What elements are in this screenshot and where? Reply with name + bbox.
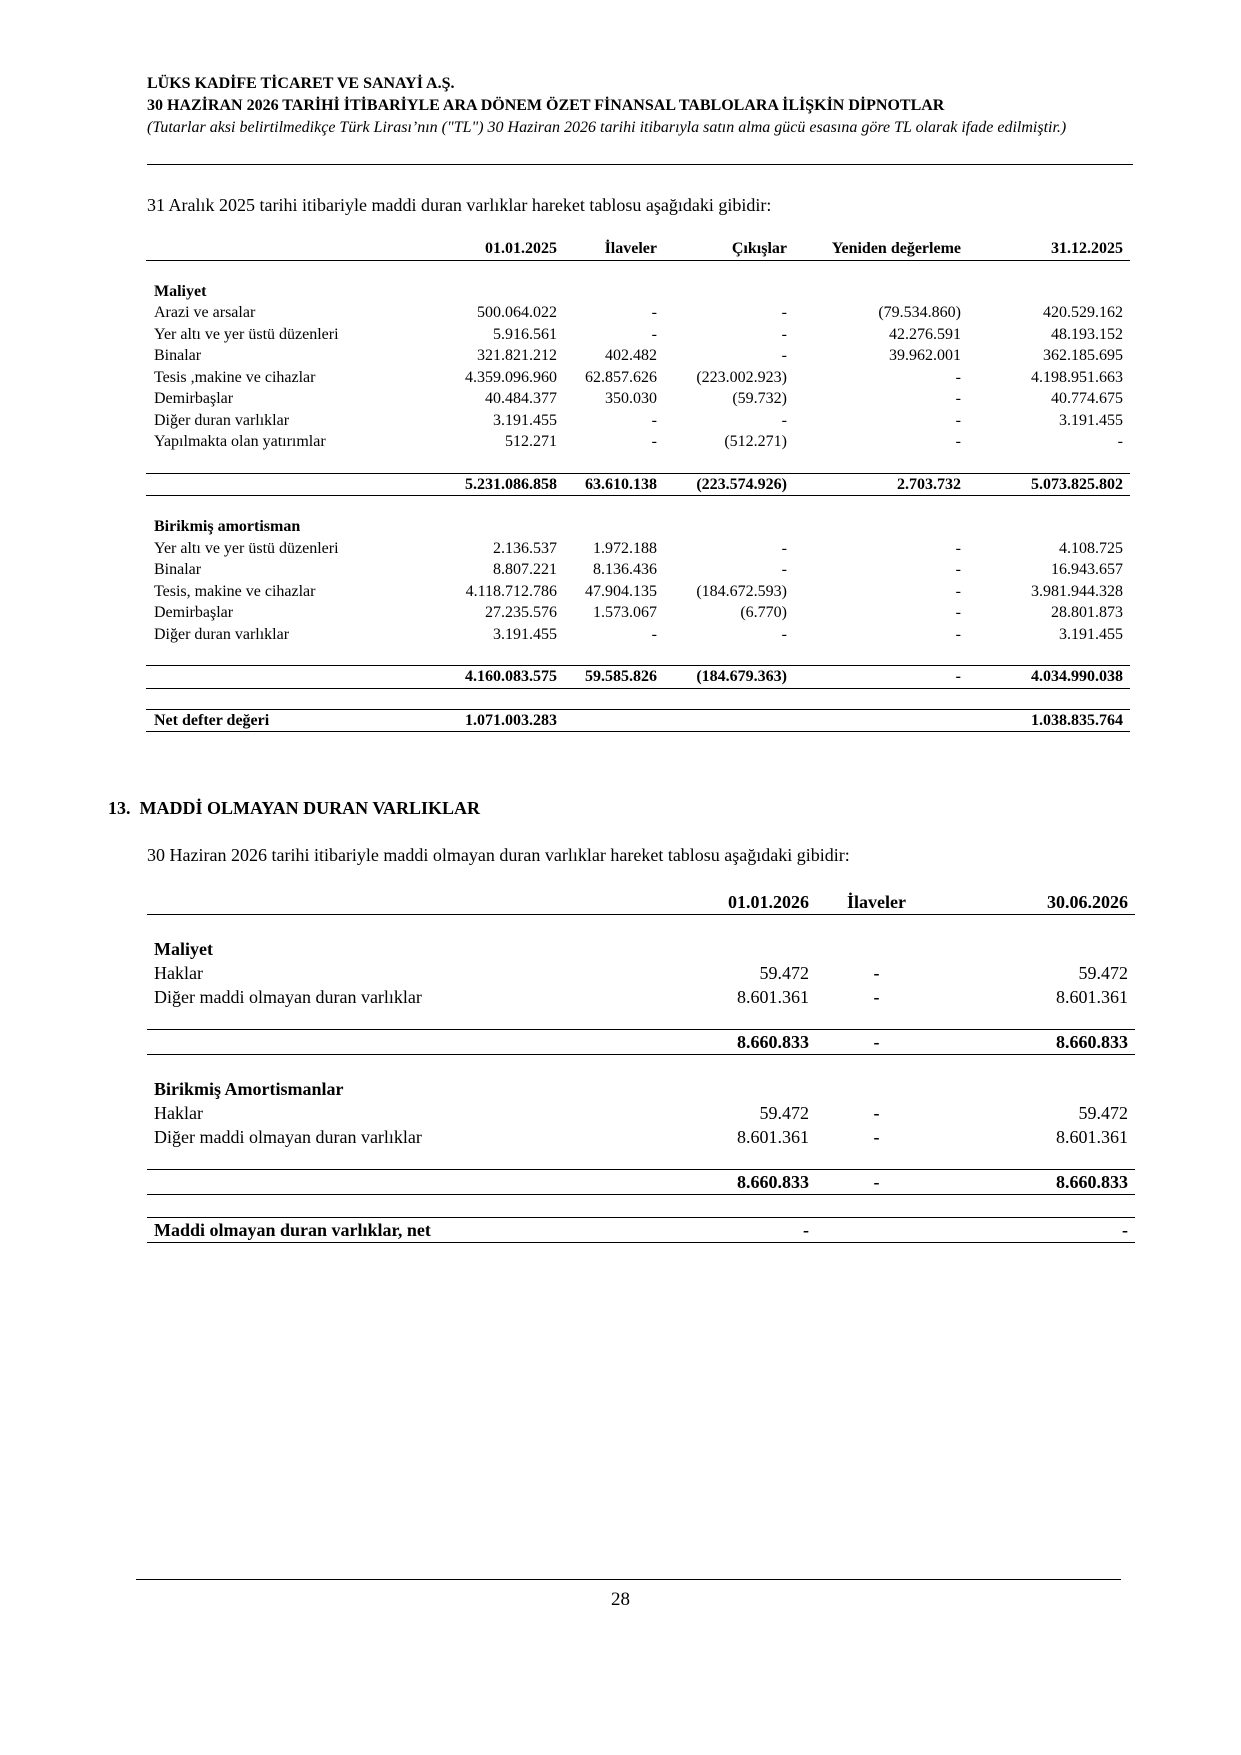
row-value: - [651,625,657,643]
column-header: İlaveler [557,238,657,260]
total-value: 2.703.732 [787,473,961,496]
row-value: 5.916.561 [493,325,557,343]
column-header: 30.06.2026 [944,890,1135,915]
section-heading [108,797,480,819]
row-value: 8.601.361 [737,987,809,1007]
column-header: 01.01.2026 [607,890,809,915]
net-book-value [557,709,657,732]
net-row [147,1218,1135,1243]
total-label [147,1030,607,1055]
row-label: Diğer maddi olmayan duran varlıklar [154,1127,422,1147]
row-value: 4.359.096.960 [465,368,557,386]
table-row [147,961,1135,985]
row-value: 402.482 [605,347,657,364]
column-header: 01.01.2025 [442,238,557,260]
row-value: - [781,625,787,643]
total-value: - [809,1030,944,1055]
row-value: 8.601.361 [1056,987,1128,1007]
row-value: 4.118.712.786 [465,582,557,600]
row-value: 27.235.576 [485,604,557,621]
row-value: - [781,539,787,557]
total-value: (184.679.363) [657,666,787,689]
table-row [146,559,1130,581]
net-book-value: 1.071.003.283 [442,709,557,732]
cost-section-title: Maliyet [154,282,207,300]
row-value: - [1117,433,1123,450]
row-label: Yapılmakta olan yatırımlar [154,433,326,450]
row-value: 59.472 [759,963,809,983]
row-value: 28.801.873 [1051,604,1123,621]
net-book-value-row [146,709,1130,732]
row-value: - [781,411,787,429]
table-row [147,1101,1135,1125]
row-value: - [651,325,657,343]
table-row [146,367,1130,389]
total-value: 8.660.833 [944,1030,1135,1055]
section-title: Maliyet [154,939,213,959]
row-value: 512.271 [505,433,557,450]
row-value: 362.185.695 [1043,347,1123,364]
row-label: Demirbaşlar [154,390,234,407]
total-row [146,473,1130,496]
row-value: - [781,347,787,364]
row-value: - [873,1127,880,1147]
row-label: Diğer duran varlıklar [154,411,290,429]
column-header: Yeniden değerleme [787,238,961,260]
table-row [146,345,1130,367]
total-label [146,666,442,689]
intangible-assets-table [147,890,1135,1243]
table-row [146,302,1130,324]
depreciation-section-title: Birikmiş amortisman [154,518,301,535]
row-value: 3.191.455 [1059,625,1123,643]
row-value: - [955,433,961,450]
row-label: Tesis ,makine ve cihazlar [154,368,316,386]
net-value: - [607,1218,809,1243]
row-value: 2.136.537 [493,539,557,557]
row-value: 3.191.455 [493,625,557,643]
row-value: 8.601.361 [737,1127,809,1147]
row-label: Demirbaşlar [154,604,234,621]
currency-note: (Tutarlar aksi belirtilmedikçe Türk Lirası’nın ("TL") 30 Haziran 2026 tarihi itibarıyla satın alma gücü esasına göre TL olarak ifade edilmiştir.) [147,119,1067,136]
row-value: 42.276.591 [889,325,961,343]
row-value: 59.472 [759,1103,809,1123]
row-label: Arazi ve arsalar [154,304,256,321]
row-label: Diğer duran varlıklar [154,625,290,643]
table-row [146,324,1130,346]
total-value: - [809,1170,944,1195]
total-value: 4.034.990.038 [961,666,1130,689]
row-value: 3.981.944.328 [1031,582,1123,600]
row-label: Haklar [154,963,203,983]
section-title-row [146,281,1130,303]
row-label: Diğer maddi olmayan duran varlıklar [154,987,422,1007]
table-row [147,985,1135,1009]
row-value: 59.472 [1078,963,1128,983]
row-value: 420.529.162 [1043,304,1123,321]
total-value: - [787,666,961,689]
net-value [809,1218,944,1243]
row-value: - [873,1103,880,1123]
row-value: (59.732) [732,390,787,407]
row-value: - [651,433,657,450]
row-value: 4.108.725 [1059,539,1123,557]
row-value: - [955,539,961,557]
section-title-row [147,1077,1135,1101]
section-title-row [146,516,1130,538]
tangible-assets-table [146,238,1130,732]
row-value: 321.821.212 [477,347,557,364]
intangible-intro: 30 Haziran 2026 tarihi itibariyle maddi olmayan duran varlıklar hareket tablosu aşağıdaki gibidir: [147,845,850,865]
row-value: - [955,561,961,578]
row-value: - [955,604,961,621]
net-book-value: 1.038.835.764 [961,709,1130,732]
row-value: - [955,625,961,643]
row-value: 8.601.361 [1056,1127,1128,1147]
total-value: 8.660.833 [607,1030,809,1055]
row-value: 4.198.951.663 [1031,368,1123,386]
table-row [146,410,1130,432]
row-value: 3.191.455 [1059,411,1123,429]
table-header-row [147,890,1135,915]
row-value: - [873,963,880,983]
footer-divider [136,1579,1121,1580]
table-row [146,581,1130,603]
row-value: - [651,304,657,321]
row-value: (184.672.593) [696,582,787,600]
total-label [147,1170,607,1195]
table-row [146,431,1130,453]
table-row [147,1125,1135,1149]
total-value: (223.574.926) [657,473,787,496]
column-header: 31.12.2025 [961,238,1130,260]
table-row [146,538,1130,560]
net-label: Maddi olmayan duran varlıklar, net [147,1218,607,1243]
row-value: - [955,582,961,600]
row-value: 39.962.001 [889,347,961,364]
row-value: - [781,304,787,321]
header-divider [147,164,1133,165]
page-number: 28 [611,1589,630,1610]
row-value: 350.030 [605,390,657,407]
total-value: 8.660.833 [944,1170,1135,1195]
total-row [146,666,1130,689]
total-value: 63.610.138 [557,473,657,496]
row-value: 3.191.455 [493,411,557,429]
table-row [146,624,1130,646]
row-value: - [955,368,961,386]
row-value: 40.774.675 [1051,390,1123,407]
row-value: - [955,411,961,429]
row-value: - [651,411,657,429]
row-value: (223.002.923) [696,368,787,386]
total-label [146,473,442,496]
row-label: Haklar [154,1103,203,1123]
row-value: - [781,561,787,578]
section-number: 13. [108,798,131,818]
row-value: 16.943.657 [1051,561,1123,578]
table-row [146,388,1130,410]
table-header-row [146,238,1130,260]
row-value: 8.807.221 [493,561,557,578]
header-blank [147,890,607,915]
total-value: 4.160.083.575 [442,666,557,689]
row-label: Yer altı ve yer üstü düzenleri [154,325,339,343]
total-value: 5.231.086.858 [442,473,557,496]
net-book-value [657,709,787,732]
net-book-value [787,709,961,732]
row-value: - [873,987,880,1007]
column-header: İlaveler [809,890,944,915]
row-value: 1.573.067 [593,604,657,621]
row-label: Binalar [154,347,202,364]
net-book-value-label: Net defter değeri [146,709,442,732]
row-value: 59.472 [1078,1103,1128,1123]
column-header: Çıkışlar [657,238,787,260]
total-value: 5.073.825.802 [961,473,1130,496]
row-value: 48.193.152 [1051,325,1123,343]
section-title: MADDİ OLMAYAN DURAN VARLIKLAR [139,798,481,818]
total-row [147,1030,1135,1055]
row-label: Yer altı ve yer üstü düzenleri [154,539,339,557]
company-name: LÜKS KADİFE TİCARET VE SANAYİ A.Ş. [147,75,455,92]
row-value: 62.857.626 [585,368,657,386]
total-row [147,1170,1135,1195]
tangible-intro: 31 Aralık 2025 tarihi itibariyle maddi duran varlıklar hareket tablosu aşağıdaki gibidir: [147,195,772,215]
table-row [146,602,1130,624]
row-label: Tesis, makine ve cihazlar [154,582,316,600]
net-value: - [944,1218,1135,1243]
total-value: 8.660.833 [607,1170,809,1195]
row-value: 47.904.135 [585,582,657,600]
total-value: 59.585.826 [557,666,657,689]
row-value: 40.484.377 [485,390,557,407]
row-value: - [955,390,961,407]
row-label: Binalar [154,561,202,578]
row-value: - [781,325,787,343]
section-title-row [147,937,1135,961]
row-value: 8.136.436 [593,561,657,578]
row-value: 1.972.188 [593,539,657,557]
row-value: (512.271) [724,433,787,450]
section-title: Birikmiş Amortismanlar [154,1079,344,1099]
document-title: 30 HAZİRAN 2026 TARİHİ İTİBARİYLE ARA DÖNEM ÖZET FİNANSAL TABLOLARA İLİŞKİN DİPNOTLAR [147,97,945,114]
row-value: 500.064.022 [477,304,557,321]
row-value: (79.534.860) [878,304,961,321]
row-value: (6.770) [740,604,787,621]
